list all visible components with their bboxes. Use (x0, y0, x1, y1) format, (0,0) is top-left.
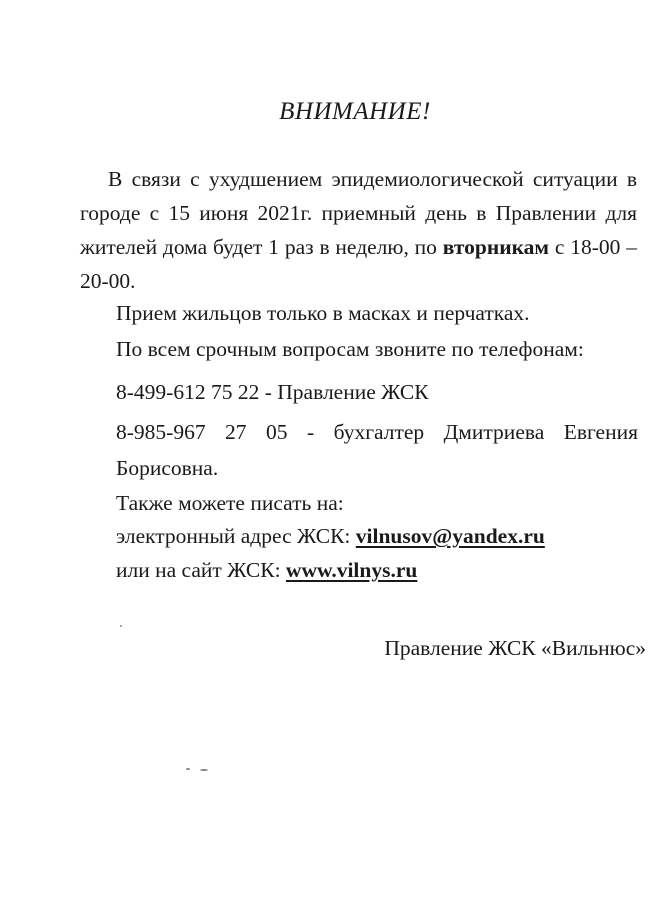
phone-label-continued: Борисовна. (116, 456, 219, 480)
phone-number: 8-985-967 27 05 (116, 420, 288, 444)
scan-speck (186, 768, 190, 770)
masks-line: Прием жильцов только в масках и перчатках. (116, 301, 530, 325)
site-label: или на сайт ЖСК: (116, 558, 286, 582)
email-line (116, 524, 545, 549)
phone-line-board (116, 380, 429, 405)
scan-speck (200, 769, 208, 771)
site-line (116, 558, 417, 583)
write-intro: Также можете писать на: (116, 491, 344, 515)
site-link[interactable]: www.vilnys.ru (285, 558, 418, 582)
phone-separator: - (259, 380, 278, 404)
scan-speck (120, 625, 122, 627)
email-link[interactable]: vilnusov@yandex.ru (355, 524, 545, 548)
intro-bold-day: вторникам (442, 235, 550, 259)
email-label: электронный адрес ЖСК: (116, 524, 356, 548)
signature: Правление ЖСК «Вильнюс» (384, 636, 646, 660)
intro-time: с 18-00 – 20-00. (80, 235, 638, 293)
phone-label: Правление ЖСК (277, 380, 429, 404)
intro-paragraph (80, 162, 637, 298)
phones-intro: По всем срочным вопросам звоните по телефонам: (116, 337, 584, 361)
phone-label: бухгалтер Дмитриева Евгения (333, 420, 638, 444)
intro-text: В связи с ухудшением эпидемиологической ситуации в городе с 15 июня 2021г. приемный день в Правлении для жителей дома будет 1 раз в неделю, по (80, 167, 637, 259)
phone-line-accountant (116, 420, 638, 445)
notice-title: ВНИМАНИЕ! (279, 98, 431, 125)
phone-separator: - (287, 420, 334, 444)
phone-number: 8-499-612 75 22 (116, 380, 260, 404)
